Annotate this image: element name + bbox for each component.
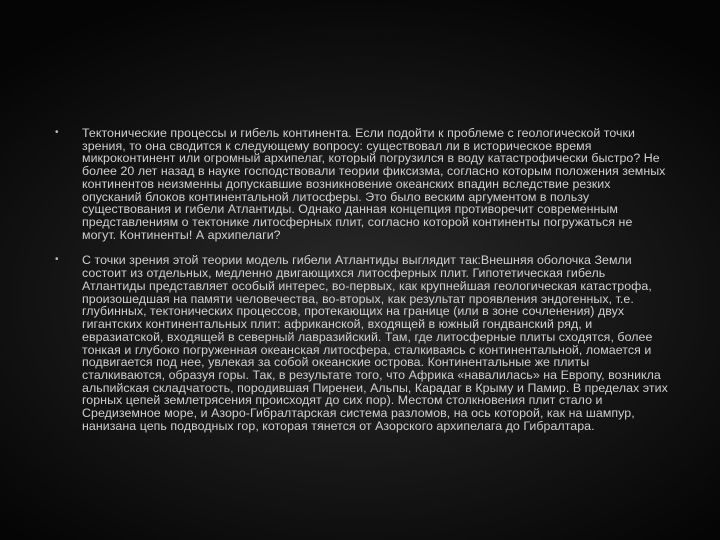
bullet-marker: • bbox=[55, 127, 59, 138]
bullet-marker: • bbox=[55, 254, 59, 266]
bullet-list bbox=[52, 127, 670, 446]
paragraph-atlantis-model: С точки зрения этой теории модель гибели Атлантиды выглядит так:Внешняя оболочка Земли состоит из отдельных, медленно двигающихся литосферных плит. Гипотетическая гибель Атлантиды представляет особый интерес, во-первых, как крупнейшая геологическая катастрофа, произошедшая на памяти человечества, во-вторых, как результат проявления эндогенных, т.е. глубинных, тектонических процессов, протекающих на границе (или в зоне сочленения) двух гигантских континентальных плит: африканской, входящей в южный гондванский ряд, и евразиатской, входящей в северный лавразийский. Там, где литосферные плиты сходятся, более тонкая и глубоко погруженная океанская литосфера, сталкиваясь с континентальной, ломается и подвигается под нее, увлекая за собой океанские острова. Континентальные же плиты сталкиваются, образуя горы. Так, в результате того, что Африка «навалилась» на Европу, возникла альпийская складчатость, породившая Пиренеи, Альпы, Карадаг в Крыму и Памир. В пределах этих горных цепей землетрясения происходят до сих пор). Местом столкновения плит стало и Средиземное море, и Азоро-Гибралтарская система разломов, на ось которой, как на шампур, нанизана цепь подводных гор, которая тянется от Азорского архипелага до Гибралтара. bbox=[82, 253, 668, 433]
list-item bbox=[52, 127, 670, 241]
paragraph-tectonic-processes: Тектонические процессы и гибель континента. Если подойти к проблеме с геологической точки зрения, то она сводится к следующему вопросу: существовал ли в историческое время микроконтинент или огромный архипелаг, который погрузился в воду катастрофически быстро? Не более 20 лет назад в науке господствовали теории фиксизма, согласно которым положения земных континентов неизменны допускавшие возникновение океанских впадин вследствие резких опусканий блоков континентальной литосферы. Это было веским аргументом в пользу существования и гибели Атлантиды. Однако данная концепция противоречит современным представлениям о тектонике литосферных плит, согласно которой континенты погружаться не могут. Континенты! А архипелаги? bbox=[82, 126, 666, 242]
list-item bbox=[52, 254, 670, 432]
